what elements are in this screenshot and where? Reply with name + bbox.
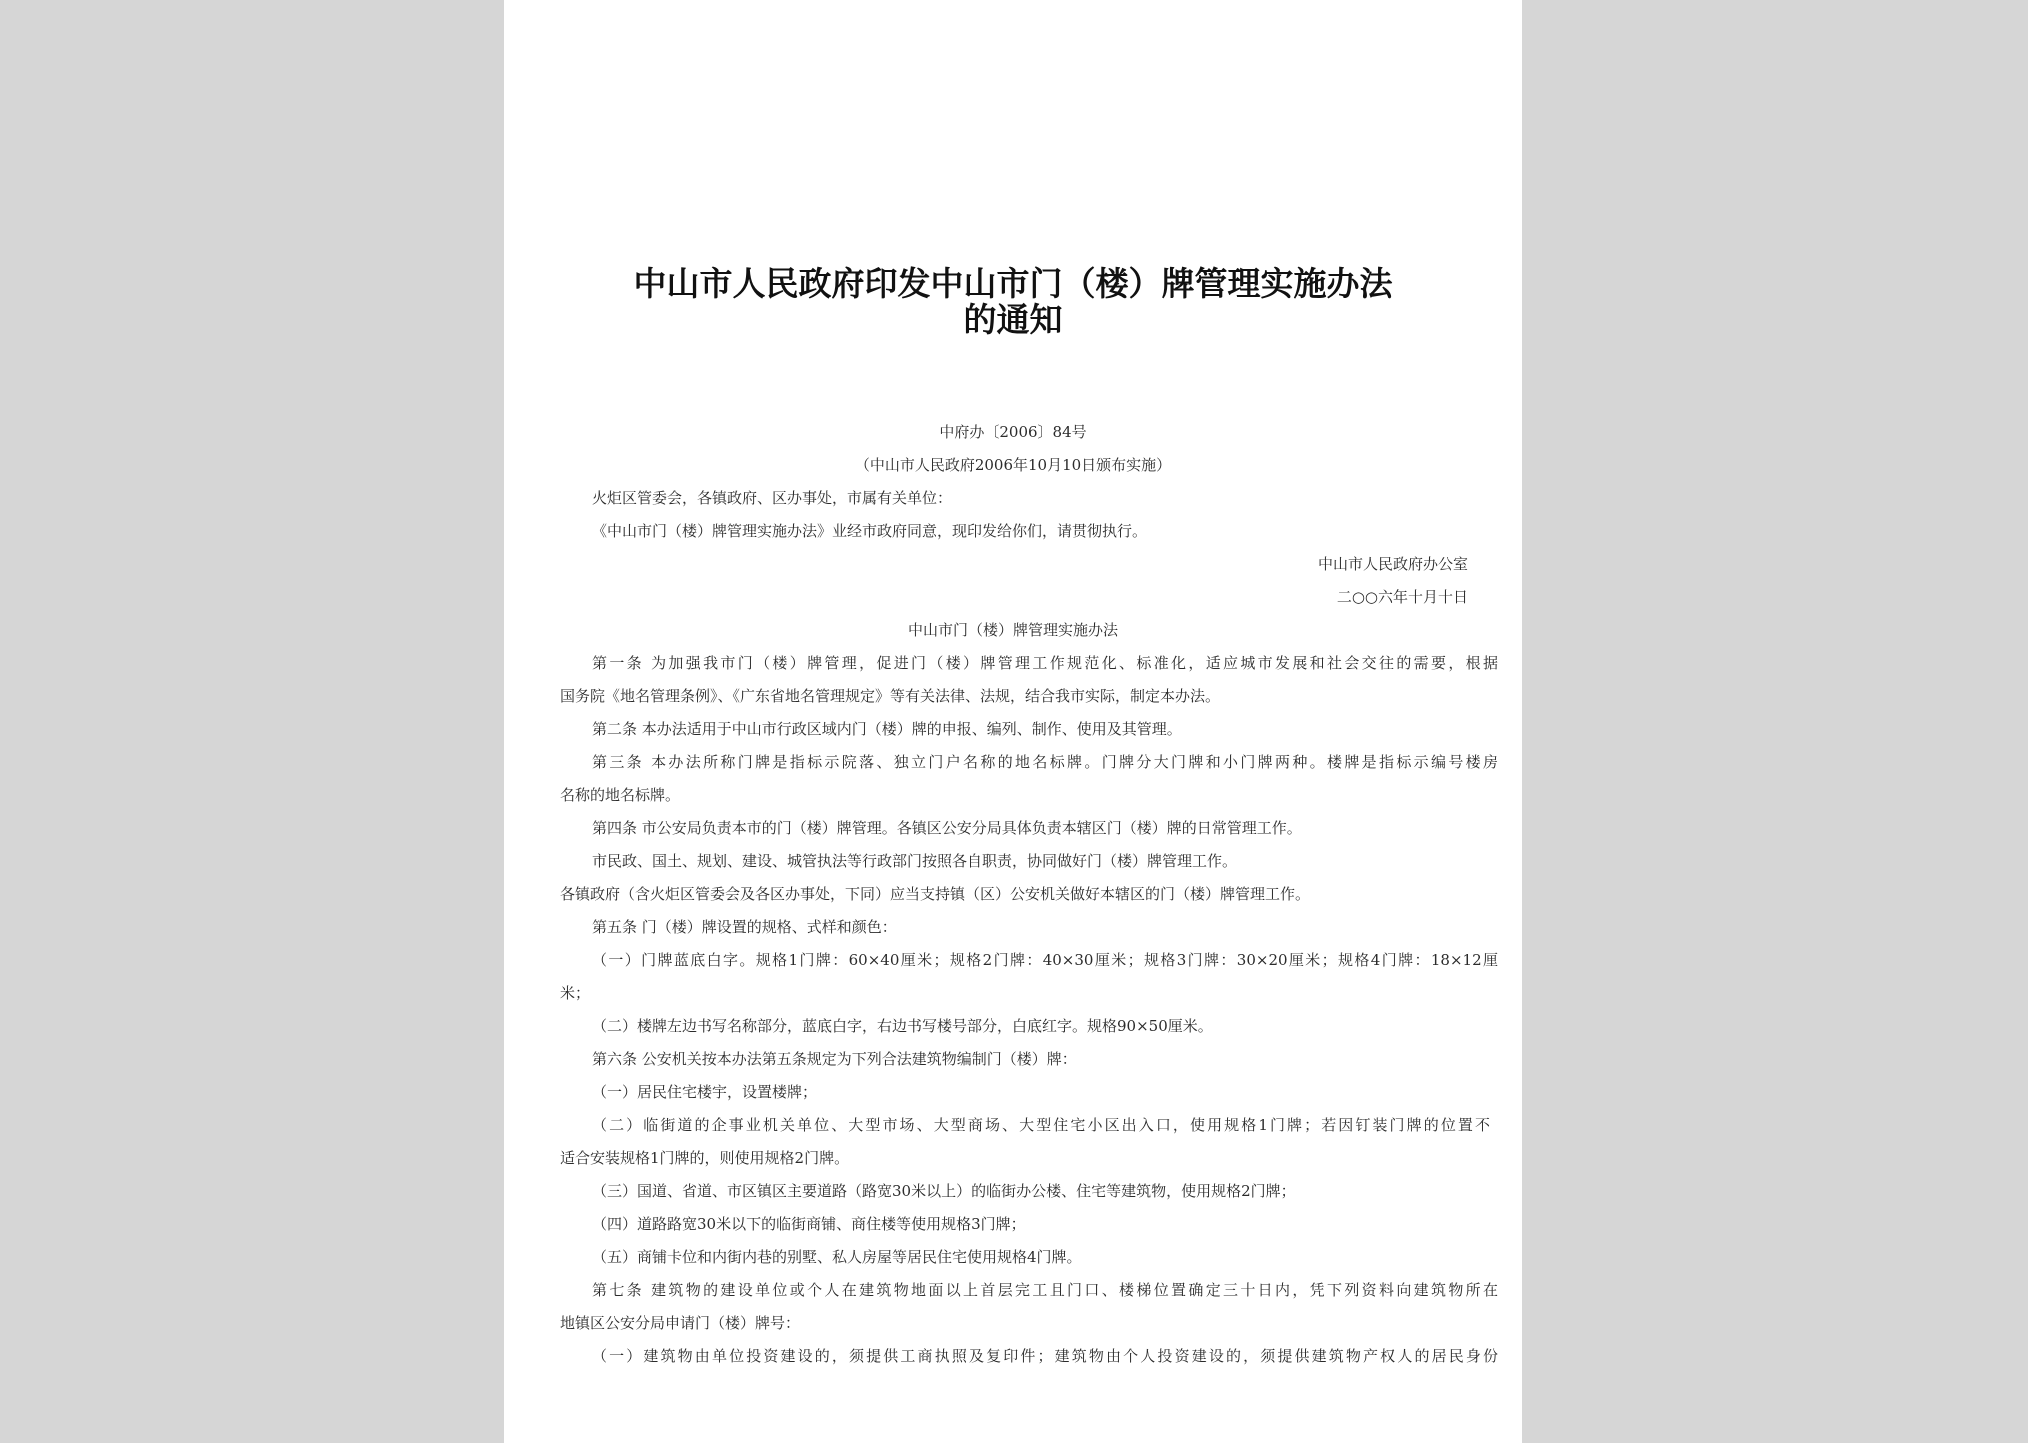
body-line-4: 第三条 本办法所称门牌是指标示院落、独立门户名称的地名标牌。门牌分大门牌和小门牌两种。楼牌是指标示编号楼房 bbox=[592, 753, 1498, 771]
promulgation-note: （中山市人民政府2006年10月10日颁布实施） bbox=[854, 456, 1172, 474]
body-line-18: （四）道路路宽30米以下的临街商铺、商住楼等使用规格3门牌； bbox=[592, 1215, 1026, 1233]
body-line-22: （一）建筑物由单位投资建设的，须提供工商执照及复印件；建筑物由个人投资建设的，须提供建筑物产权人的居民身份 bbox=[592, 1347, 1498, 1365]
addressee: 火炬区管委会，各镇政府、区办事处，市属有关单位： bbox=[592, 489, 953, 507]
body-line-15: （二）临街道的企事业机关单位、大型市场、大型商场、大型住宅小区出入口，使用规格1门牌；若因钉装门牌的位置不 bbox=[592, 1116, 1490, 1134]
body-line-2: 国务院《地名管理条例》、《广东省地名管理规定》等有关法律、法规，结合我市实际，制定本办法。 bbox=[560, 687, 1221, 705]
body-line-20: 第七条 建筑物的建设单位或个人在建筑物地面以上首层完工且门口、楼梯位置确定三十日内，凭下列资料向建筑物所在 bbox=[592, 1281, 1498, 1299]
issue-date: 二○○六年十月十日 bbox=[1336, 588, 1468, 606]
body-line-9: 第五条 门（楼）牌设置的规格、式样和颜色： bbox=[592, 918, 897, 936]
body-line-16: 适合安装规格1门牌的，则使用规格2门牌。 bbox=[560, 1149, 850, 1167]
body-line-21: 地镇区公安分局申请门（楼）牌号： bbox=[560, 1314, 801, 1332]
issuer-signature: 中山市人民政府办公室 bbox=[1317, 555, 1468, 573]
body-line-19: （五）商铺卡位和内街内巷的别墅、私人房屋等居民住宅使用规格4门牌。 bbox=[592, 1248, 1082, 1266]
body-line-17: （三）国道、省道、市区镇区主要道路（路宽30米以上）的临街办公楼、住宅等建筑物，使用规格2门牌； bbox=[592, 1182, 1296, 1200]
regulation-subtitle: 中山市门（楼）牌管理实施办法 bbox=[907, 621, 1118, 639]
body-line-11: 米； bbox=[560, 984, 591, 1002]
body-line-13: 第六条 公安机关按本办法第五条规定为下列合法建筑物编制门（楼）牌： bbox=[592, 1050, 1077, 1068]
intro-paragraph: 《中山市门（楼）牌管理实施办法》业经市政府同意，现印发给你们，请贯彻执行。 bbox=[592, 522, 1148, 540]
document-number: 中府办〔2006〕84号 bbox=[939, 423, 1087, 441]
body-line-12: （二）楼牌左边书写名称部分，蓝底白字，右边书写楼号部分，白底红字。规格90×50厘米。 bbox=[592, 1017, 1213, 1035]
body-line-1: 第一条 为加强我市门（楼）牌管理，促进门（楼）牌管理工作规范化、标准化，适应城市发展和社会交往的需要，根据 bbox=[592, 654, 1498, 672]
document-title-line-1: 中山市人民政府印发中山市门（楼）牌管理实施办法 bbox=[633, 264, 1393, 303]
body-line-10: （一）门牌蓝底白字。规格1门牌：60×40厘米；规格2门牌：40×30厘米；规格3门牌：30×20厘米；规格4门牌：18×12厘 bbox=[592, 951, 1498, 969]
body-line-7: 市民政、国土、规划、建设、城管执法等行政部门按照各自职责，协同做好门（楼）牌管理工作。 bbox=[592, 852, 1238, 870]
document-page bbox=[504, 0, 1522, 1443]
body-line-14: （一）居民住宅楼宇，设置楼牌； bbox=[592, 1083, 818, 1101]
body-line-5: 名称的地名标牌。 bbox=[560, 786, 681, 804]
document-title-line-2: 的通知 bbox=[963, 300, 1063, 339]
body-line-3: 第二条 本办法适用于中山市行政区域内门（楼）牌的申报、编列、制作、使用及其管理。 bbox=[592, 720, 1182, 738]
body-line-8: 各镇政府（含火炬区管委会及各区办事处，下同）应当支持镇（区）公安机关做好本辖区的门（楼）牌管理工作。 bbox=[560, 885, 1311, 903]
body-line-6: 第四条 市公安局负责本市的门（楼）牌管理。各镇区公安分局具体负责本辖区门（楼）牌的日常管理工作。 bbox=[592, 819, 1302, 837]
